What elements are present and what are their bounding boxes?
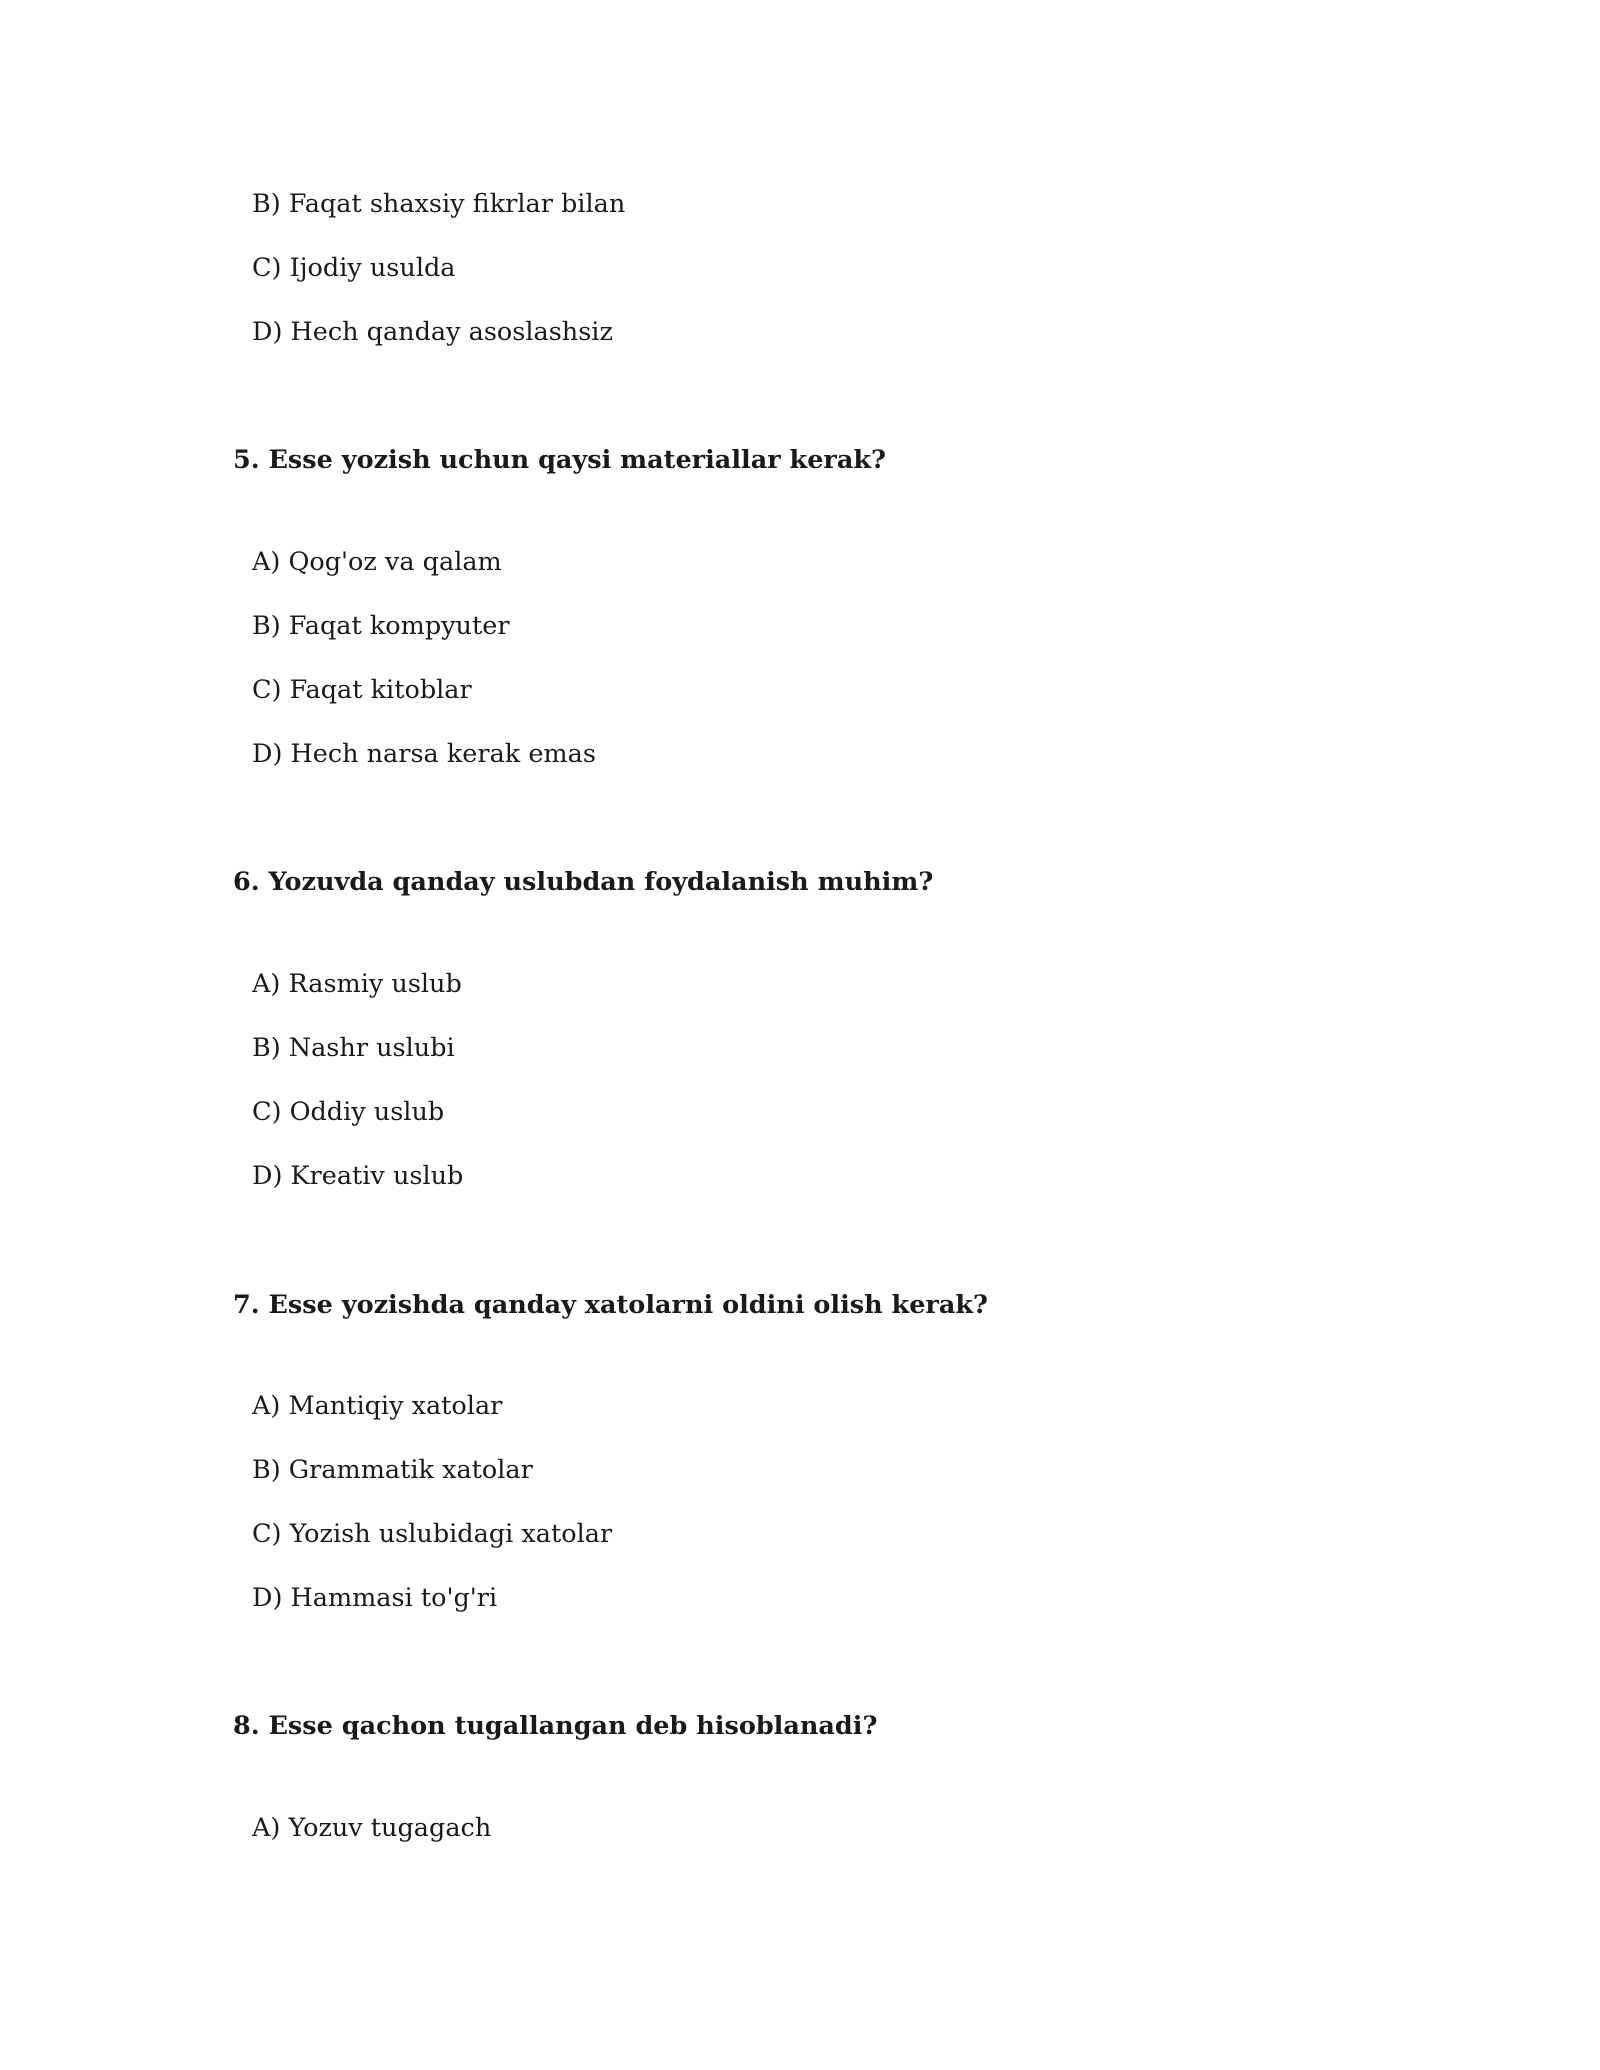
option-7-d: D) Hammasi to'g'ri (252, 1583, 498, 1613)
option-5-c: C) Faqat kitoblar (252, 675, 472, 705)
option-5-d: D) Hech narsa kerak emas (252, 739, 596, 769)
option-7-c: C) Yozish uslubidagi xatolar (252, 1519, 613, 1549)
option-7-b: B) Grammatik xatolar (252, 1455, 533, 1485)
question-8: 8. Esse qachon tugallangan deb hisoblanadi? (233, 1711, 878, 1741)
question-5: 5. Esse yozish uchun qaysi materiallar kerak? (233, 445, 886, 475)
option-8-a: A) Yozuv tugagach (252, 1813, 492, 1843)
option-6-c: C) Oddiy uslub (252, 1097, 445, 1127)
option-4-d: D) Hech qanday asoslashsiz (252, 317, 613, 347)
option-6-b: B) Nashr uslubi (252, 1033, 455, 1063)
option-6-a: A) Rasmiy uslub (252, 969, 462, 999)
option-5-b: B) Faqat kompyuter (252, 611, 510, 641)
option-6-d: D) Kreativ uslub (252, 1161, 464, 1191)
question-7: 7. Esse yozishda qanday xatolarni oldini olish kerak? (233, 1290, 989, 1320)
option-7-a: A) Mantiqiy xatolar (252, 1391, 503, 1421)
option-4-c: C) Ijodiy usulda (252, 253, 456, 283)
option-5-a: A) Qog'oz va qalam (252, 547, 502, 577)
question-6: 6. Yozuvda qanday uslubdan foydalanish muhim? (233, 867, 934, 897)
option-4-b: B) Faqat shaxsiy fikrlar bilan (252, 189, 626, 219)
